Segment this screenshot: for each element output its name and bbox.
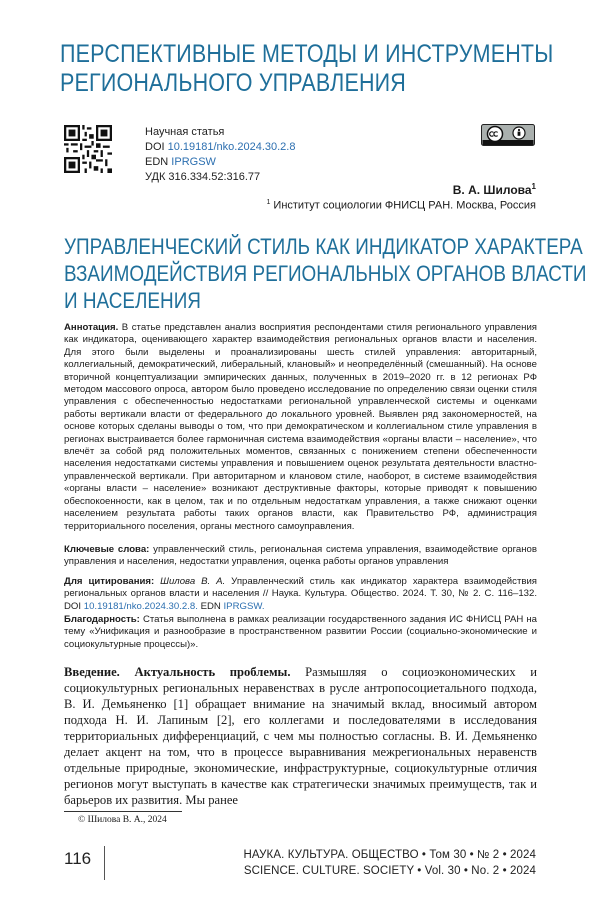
article-title xyxy=(64,233,477,314)
keywords xyxy=(64,544,537,569)
author-name: В. А. Шилова1 xyxy=(453,182,536,197)
section-title-line-2: РЕГИОНАЛЬНОГО УПРАВЛЕНИЯ xyxy=(60,69,490,98)
article-title-line-2: ВЗАИМОДЕЙСТВИЯ РЕГИОНАЛЬНЫХ ОРГАНОВ ВЛАСТИ xyxy=(64,260,477,287)
abstract-label: Аннотация. xyxy=(64,322,118,333)
edn-row: EDN IPRGSW xyxy=(145,155,295,170)
citation-edn-link[interactable]: IPRGSW. xyxy=(224,601,265,612)
abstract-text: В статье представлен анализ восприятия респондентами стиля регионального управления как индикатора, оценивающего характер взаимодействия региональных органов власти и населения. Для этого были выделены и проанализированы шесть стилей управления: авторитарный, коллегиальный, демократический, либеральный, клановый» и неопределённый (смешанный). На основе вторичной концептуализации эмпирических данных, полученных в 2019–2020 гг. в 12 регионах РФ методом массового опроса, автором было проведено исследование по определению связи оценки стиля управления с обеспеченностью недостатками региональной управленческой системы и оценками работы вертикали власти от федерального до локального уровней. Выявлен ряд закономерностей, на основе которых сделаны выводы о том, что при демократическом и коллегиальном стиле управления в регионах выстраивается более гармоничная система взаимодействия «органы власти – население», что влечёт за собой ряд положительных моментов, связанных с понижением степени обеспеченности населения недостатками системы управления и повышением оценок результата деятельности властно-управленческой вертикали. При авторитарном и клановом стиле, наоборот, в системе взаимодействия «органы власти – население» возникают деструктивные факторы, которые приводят к повышению обеспокоенности, как в целом, так и по отдельным недостаткам управления, а также снижают оценки населением результата работы таких органов власти, как Правительство РФ, администрация территориального поселения, органы местного самоуправления. xyxy=(64,322,537,532)
acknowledgment-text: Статья выполнена в рамках реализации государственного задания ИС ФНИСЦ РАН на тему «Унификация и разнообразие в пространственном развитии России (социально-экономические и социокультурные процессы)». xyxy=(64,614,537,650)
author-affiliation: 1 Институт социологии ФНИСЦ РАН. Москва, Россия xyxy=(266,199,536,212)
section-title-line-1: ПЕРСПЕКТИВНЫЕ МЕТОДЫ И ИНСТРУМЕНТЫ xyxy=(60,40,490,69)
intro-paragraph xyxy=(64,664,537,808)
section-title xyxy=(60,40,490,98)
copyright: © Шилова В. А., 2024 xyxy=(78,815,167,825)
doi-row: DOI 10.19181/nko.2024.30.2.8 xyxy=(145,140,295,155)
article-title-line-1: УПРАВЛЕНЧЕСКИЙ СТИЛЬ КАК ИНДИКАТОР ХАРАКТЕРА xyxy=(64,233,477,260)
intro-text: Размышляя о социоэкономических и социокультурных региональных неравенствах в русле антропосоциетального подхода, В. И. Демьяненко [1] обращает внимание на значимый вклад, вносимый автором подхода Н. И. Лапиным [2], его коллегами и последователями в исследования территориальных дифференциаций, с чем мы полностью согласны. В. И. Демьяненко делает акцент на том, что в процессе выравнивания межрегиональных неравенств отдельные природные, экономические, инфраструктурные, социокультурные отличия регионов могут выступать в качестве как стратегически значимых преимуществ, так и барьеров их развития. Мы ранее xyxy=(64,665,537,807)
footer-divider xyxy=(104,846,105,880)
cc-license-icon[interactable] xyxy=(481,124,535,146)
qr-code-icon[interactable] xyxy=(64,125,112,173)
journal-name-ru: НАУКА. КУЛЬТУРА. ОБЩЕСТВО • Том 30 • № 2 • 2024 xyxy=(243,847,536,863)
abstract xyxy=(64,322,537,533)
doi-link[interactable]: 10.19181/nko.2024.30.2.8 xyxy=(168,141,296,153)
journal-footer xyxy=(243,847,536,879)
citation: Для цитирования: Шилова В. А. Управленческий стиль как индикатор характера взаимодействия региональных органов власти и населения // Наука. Культура. Общество. 2024. Т. 30, № 2. С. 116–132. DOI 10.19181/nko.2024.30.2.8. EDN IPRGSW. xyxy=(64,576,537,613)
citation-author: Шилова В. А. xyxy=(160,576,225,587)
page-number: 116 xyxy=(64,849,91,869)
article-meta xyxy=(145,125,295,185)
intro-heading: Введение. Актуальность проблемы. xyxy=(64,665,291,679)
article-title-line-3: И НАСЕЛЕНИЯ xyxy=(64,287,477,314)
edn-link[interactable]: IPRGSW xyxy=(171,156,216,168)
keywords-text: управленческий стиль, региональная система управления, взаимодействие органов управления и населения, недостатки управления, оценка работы органов управления xyxy=(64,544,537,567)
citation-doi-link[interactable]: 10.19181/nko.2024.30.2.8. xyxy=(84,601,198,612)
citation-label: Для цитирования: xyxy=(64,576,154,587)
acknowledgment-label: Благодарность: xyxy=(64,614,140,625)
keywords-label: Ключевые слова: xyxy=(64,544,149,555)
acknowledgment xyxy=(64,614,537,651)
article-type: Научная статья xyxy=(145,125,295,140)
udk-code: УДК 316.334.52:316.77 xyxy=(145,170,295,185)
journal-name-en: SCIENCE. CULTURE. SOCIETY • Vol. 30 • No. 2 • 2024 xyxy=(243,863,536,879)
footnote-divider xyxy=(64,811,182,812)
citation-text: Управленческий стиль как индикатор характера взаимодействия региональных органов власти и населения // Наука. Культура. Общество. 2024. Т. 30, № 2. С. 116–132. DOI xyxy=(64,576,537,612)
